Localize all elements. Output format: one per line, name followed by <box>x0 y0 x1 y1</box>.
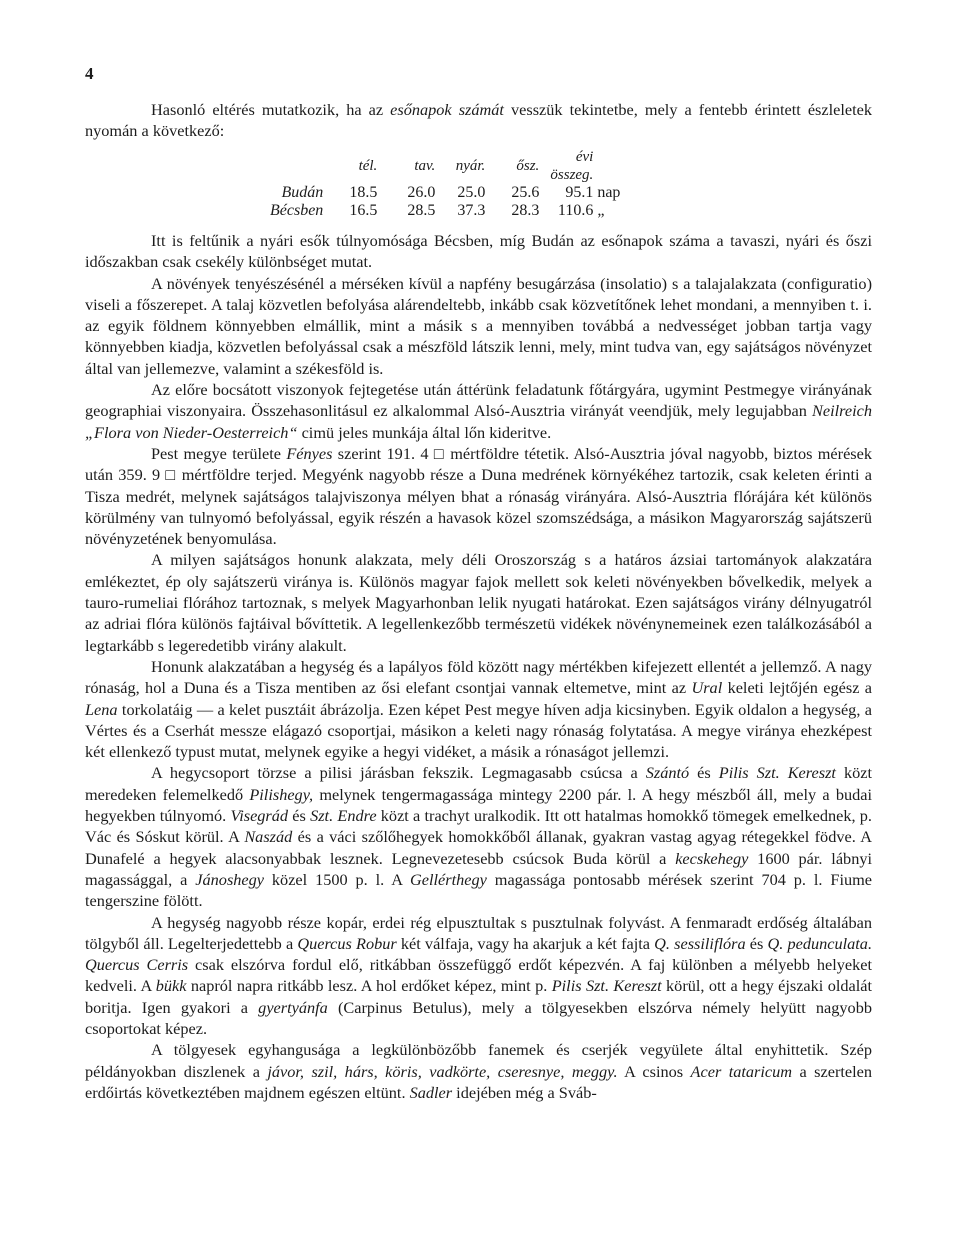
corner-cell <box>270 148 335 184</box>
text-run: idejében még a Sváb- <box>452 1082 597 1102</box>
value-cell: 28.3 <box>511 202 540 219</box>
italic-text: kecskehegy <box>675 848 749 868</box>
text-run: két válfaja, vagy ha akarjuk a két fajta <box>396 933 655 953</box>
text-run: A milyen sajátságos honunk alakzata, mely déli Oroszország s a határos ázsiai tartományok alakzatára emlékeztet, ép oly sajátszerü viránya is. Különös magyar fajok mellett sok keleti növényekben bővelkedik, melyek a tauro-rumeliai flórához tartoznak, s melyek Magyarhonban lelik nyugati határokat. Ezen sajátságos virány délnyugatról az adriai flóra különös fajtáival bővíttetik. A legellenkezőbb természetü vidékek növénynemeinek ezen találkozásából a legtarkább s legeredetibb virány alakult. <box>85 550 872 655</box>
header-annual: évi összeg. <box>550 149 594 183</box>
italic-text: Pilis Szt. Kereszt <box>718 763 836 783</box>
text-run: szerint 191. 4 □ mértföldre tétetik. Alsó-Ausztria jóval nagyobb, biztos mérések után 359. 9 □ mértföldre terjed. Megyénk nagyobb része a Duna medrének környékéhez tartozik, csak keleten érinti a Tisza medrét, melynek sajátságos talajviszonya mélyen bhat a rónaság virányára. Alsó-Ausztria flórájára két különös körülmény van tulnyomó befolyással, egyik részén a havasok közel szomszédsága, a másikon Magyarország sajátszerü növényzetének benyomulása. <box>85 443 873 549</box>
value-cell: 25.0 <box>457 184 486 201</box>
italic-text: Visegrád <box>230 806 289 826</box>
italic-text: Szt. Endre <box>310 806 377 826</box>
italic-text: bükk <box>155 976 187 996</box>
text-run: napról napra ritkább lesz. A hol erdőket képez, mint p. <box>186 976 552 996</box>
text-run: és <box>288 806 311 826</box>
text-run: torkolatáig — a kelet pusztáit ábrázolja. Ezen képet Pest megye híven adja kicsinyben. Egyik oldalon a hegység, a Vértes és a Cserhát messze elágazó csoportjai, másikon a keleti nagy rónaság folytatása. A megye viránya ehezképest két ellenkező typust mutat, melynek egyike a hegyi vidéket, a másik a rónaságot jellemzi. <box>85 699 872 762</box>
value-cell: 110.6 <box>557 202 594 219</box>
paragraph <box>85 379 872 443</box>
text-run: csak elszórva fordul elő, ritkábban összefüggő erdőt képezvén. A faj különben a mélyebb helyeket kedveli. A <box>85 955 873 996</box>
text-run: közt meredeken felemelkedő <box>85 763 872 804</box>
paragraph <box>85 273 872 379</box>
text-run: Pest megye területe <box>151 443 287 463</box>
text-run: Itt is feltűnik a nyári esők túlnyomósága Bécsben, míg Budán az esőnapok száma a tavaszi, nyári és őszi időszakban csak csekély különbséget mutat. <box>85 231 872 272</box>
table-header-row <box>270 148 620 184</box>
value-cell: 18.5 <box>349 184 378 201</box>
text-run: 1600 pár. lábnyi magassággal, a <box>85 848 872 889</box>
italic-text: Szántó <box>645 763 690 783</box>
paragraph <box>85 656 872 762</box>
italic-text: Neilreich „Flora von Nieder-Oesterreich“ <box>85 401 872 442</box>
header-summer: nyár. <box>455 158 486 174</box>
text-run: (Carpinus Betulus), mely a tölgyesekben elszórva némely helyütt nagyobb csoportokat képez. <box>85 997 872 1038</box>
header-unit <box>593 148 620 184</box>
paragraph <box>85 912 872 1040</box>
intro-paragraph <box>85 99 872 142</box>
italic-text: gyertyánfa <box>258 997 328 1017</box>
text-run: A tölgyesek egyhangusága a legkülönbözőbb fanemek és cserjék vegyülete által enyhittetik. Szép példányokban diszlenek a <box>85 1040 872 1081</box>
text-run: és <box>745 933 768 953</box>
italic-text: Lena <box>85 699 118 719</box>
header-autumn: ősz. <box>516 158 540 174</box>
paragraph <box>85 443 872 549</box>
text-run: cimü jeles munkája által lőn kideritve. <box>297 422 552 442</box>
italic-text: Jánoshegy <box>195 869 265 889</box>
value-cell: 28.5 <box>407 202 436 219</box>
text-run: Az előre bocsátott viszonyok fejtegetése után áttérünk feladatunk főtárgyára, ugymint Pestmegye virányának geographiai viszonyaira. Összehasonlitásul ez alkalommal Alsó-Ausztria virányát veendjük, mely legujabban <box>85 380 872 421</box>
intro-text-start: Hasonló eltérés mutatkozik, ha az <box>151 100 391 119</box>
value-cell: 26.0 <box>407 184 436 201</box>
italic-text: jávor, szil, hárs, köris, vadkörte, cseresnye, meggy. <box>267 1061 618 1081</box>
text-run: és <box>689 763 719 783</box>
unit-cell: „ <box>597 202 605 219</box>
city-cell: Bécsben <box>270 202 324 219</box>
italic-text: Quercus Cerris <box>85 955 189 975</box>
table-row <box>270 184 620 202</box>
text-run: körül, ott a hegy éjszaki oldalát boritja. Igen gyakori a <box>85 976 873 1017</box>
paragraph <box>85 762 872 911</box>
value-cell: 16.5 <box>349 202 378 219</box>
text-run: A hegycsoport törzse a pilisi járásban fekszik. Legmagasabb csúcsa a <box>151 763 646 783</box>
value-cell: 37.3 <box>457 202 486 219</box>
rainy-days-table <box>270 148 620 220</box>
paragraph <box>85 1039 872 1103</box>
value-cell: 95.1 <box>565 184 594 201</box>
text-run: keleti lejtőjén egész a <box>722 678 872 698</box>
italic-text: Quercus Robur <box>297 933 397 953</box>
page-number: 4 <box>85 64 94 83</box>
text-run: a szertelen erdőirtás következtében majdnem egészen eltünt. <box>85 1061 873 1102</box>
italic-text: Ural <box>691 678 723 698</box>
table-row <box>270 202 620 220</box>
italic-text: Pilis Szt. Kereszt <box>551 976 662 996</box>
unit-cell: nap <box>597 184 621 201</box>
italic-text: Acer tataricum <box>690 1061 793 1081</box>
italic-text: Q. pedunculata. <box>767 933 873 953</box>
italic-text: Gellérthegy <box>410 869 487 889</box>
paragraph <box>85 230 872 273</box>
text-run: melynek tengermagassága mintegy 2200 pár. l. A hegy mészből áll, mely a budai hegyekben túlnyomó. <box>85 784 872 826</box>
text-run: és a váci szőlőhegyek homokkőből állanak, gyakran vastag agyag rétegekkel födve. A Dunafelé a hegyek alacsonyabbak lesznek. Legnevezetesebb csúcsok Buda körül a <box>85 827 872 868</box>
text-run: közel 1500 p. l. A <box>264 869 411 889</box>
italic-text: Pilishegy, <box>249 784 314 804</box>
text-run: Honunk alakzatában a hegység és a lapályos föld között nagy mértékben kifejezett ellentét a jellemző. A nagy rónaság, hol a Duna és a Tisza mentiben az ősi elefant csontjai vannak eltemetve, mint az <box>85 656 872 698</box>
city-cell: Budán <box>281 184 324 201</box>
italic-text: Naszád <box>244 827 293 847</box>
text-run: A növények tenyészésénél a mérséken kívül a napfény besugárzása (insolatio) s a talajalakzata (configuratio) viseli a főszerepet. A talaj közvetlen befolyása alárendeltebb, inkább csak közvetítőnek lehet mondani, a mennyiben t. i. az egyik földnem könnyebben elmállik, mint a másik s a mennyiben továbbá a nedvességet jobban tartja vagy könnyebben kiadja, közvetlen befolyással csak a mészföld látszik lenni, mely, mint tudva van, egy sajátságos növényzet által van jellemezve, valamint a székesföld is. <box>85 273 872 378</box>
intro-text-end: vesszük tekintetbe, mely a fentebb érintett észleletek nyomán a következő: <box>85 100 872 141</box>
italic-text: Q. sessiliflóra <box>654 933 746 953</box>
header-spring: tav. <box>414 158 436 174</box>
italic-text: Sadler <box>409 1082 453 1102</box>
text-run: közt a trachyt uralkodik. Itt ott hatalmas homokkő tömegek emelkednek, p. Vác és Sóskut körül. A <box>85 806 873 847</box>
header-winter: tél. <box>358 158 378 174</box>
text-run: A csinos <box>617 1061 691 1081</box>
italic-text: Fényes <box>286 443 333 463</box>
paragraph <box>85 549 872 655</box>
intro-italic: esőnapok számát <box>390 100 504 119</box>
text-run: A hegység nagyobb része kopár, erdei rég elpusztultak s pusztulnak folyvást. A fenmaradt erdőség általában tölgyből áll. Legelterjedettebb a <box>85 912 872 953</box>
value-cell: 25.6 <box>511 184 540 201</box>
body-text <box>85 230 872 1103</box>
text-run: magassága pontosabb mérések szerint 704 p. l. Fiume tengerszine fölött. <box>85 869 873 911</box>
